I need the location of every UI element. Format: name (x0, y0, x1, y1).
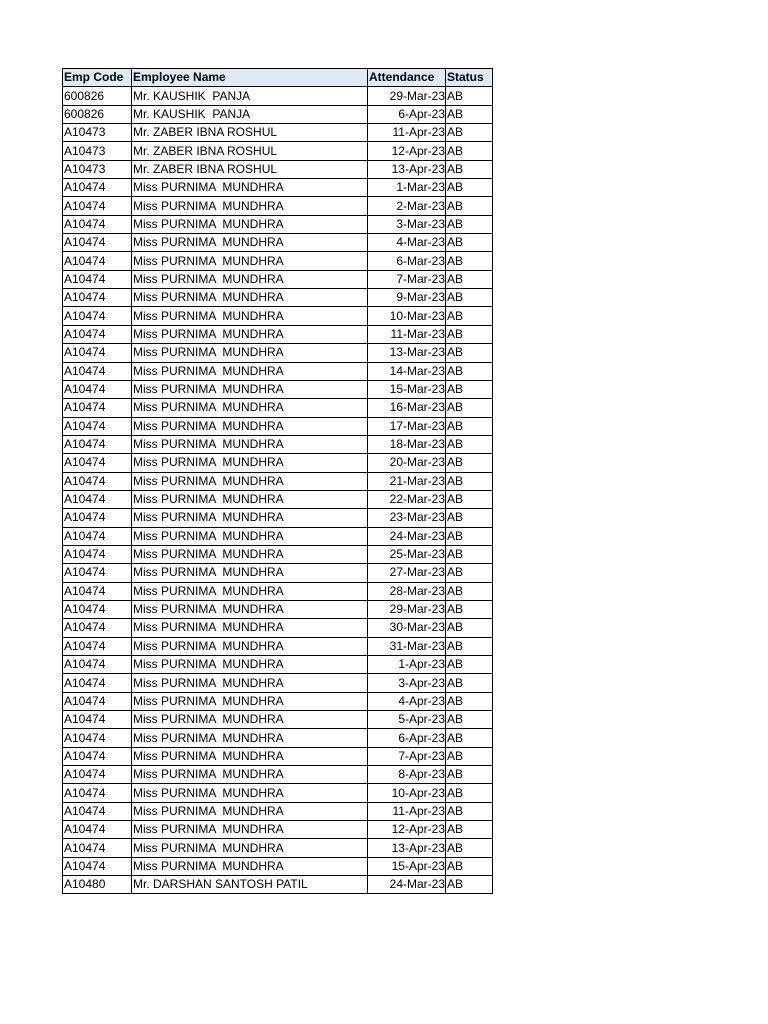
emp-code-cell: A10474 (63, 839, 132, 857)
table-row (63, 692, 493, 710)
status-cell: AB (446, 380, 493, 398)
attendance-cell: 20-Mar-23 (368, 454, 446, 472)
attendance-cell: 5-Apr-23 (368, 711, 446, 729)
header-row (63, 69, 493, 87)
table-row (63, 876, 493, 894)
table-row (63, 490, 493, 508)
emp-code-cell: A10474 (63, 252, 132, 270)
table-row (63, 582, 493, 600)
attendance-cell: 11-Mar-23 (368, 325, 446, 343)
emp-code-cell: A10474 (63, 435, 132, 453)
emp-code-cell: A10474 (63, 857, 132, 875)
employee-name-cell: Miss PURNIMA MUNDHRA (132, 802, 368, 820)
status-cell: AB (446, 435, 493, 453)
emp-code-cell: A10474 (63, 270, 132, 288)
status-cell: AB (446, 215, 493, 233)
header-status: Status (446, 69, 493, 87)
employee-name-cell: Miss PURNIMA MUNDHRA (132, 399, 368, 417)
status-cell: AB (446, 142, 493, 160)
emp-code-cell: A10473 (63, 160, 132, 178)
emp-code-cell: A10474 (63, 619, 132, 637)
attendance-cell: 30-Mar-23 (368, 619, 446, 637)
employee-name-cell: Miss PURNIMA MUNDHRA (132, 619, 368, 637)
emp-code-cell: A10474 (63, 307, 132, 325)
status-cell: AB (446, 729, 493, 747)
employee-name-cell: Miss PURNIMA MUNDHRA (132, 490, 368, 508)
employee-name-cell: Miss PURNIMA MUNDHRA (132, 784, 368, 802)
attendance-cell: 1-Mar-23 (368, 179, 446, 197)
employee-name-cell: Miss PURNIMA MUNDHRA (132, 325, 368, 343)
employee-name-cell: Miss PURNIMA MUNDHRA (132, 637, 368, 655)
employee-name-cell: Miss PURNIMA MUNDHRA (132, 215, 368, 233)
attendance-cell: 1-Apr-23 (368, 656, 446, 674)
emp-code-cell: A10474 (63, 399, 132, 417)
status-cell: AB (446, 490, 493, 508)
status-cell: AB (446, 454, 493, 472)
status-cell: AB (446, 674, 493, 692)
employee-name-cell: Miss PURNIMA MUNDHRA (132, 729, 368, 747)
table-row (63, 362, 493, 380)
employee-name-cell: Mr. DARSHAN SANTOSH PATIL (132, 876, 368, 894)
table-row (63, 766, 493, 784)
attendance-cell: 10-Mar-23 (368, 307, 446, 325)
table-row (63, 472, 493, 490)
employee-name-cell: Miss PURNIMA MUNDHRA (132, 509, 368, 527)
attendance-cell: 31-Mar-23 (368, 637, 446, 655)
employee-name-cell: Miss PURNIMA MUNDHRA (132, 839, 368, 857)
emp-code-cell: A10474 (63, 490, 132, 508)
attendance-cell: 7-Apr-23 (368, 747, 446, 765)
status-cell: AB (446, 766, 493, 784)
employee-name-cell: Miss PURNIMA MUNDHRA (132, 417, 368, 435)
emp-code-cell: A10474 (63, 454, 132, 472)
employee-name-cell: Miss PURNIMA MUNDHRA (132, 711, 368, 729)
table-row (63, 179, 493, 197)
table-row (63, 839, 493, 857)
table-row (63, 656, 493, 674)
employee-name-cell: Miss PURNIMA MUNDHRA (132, 234, 368, 252)
table-row (63, 564, 493, 582)
attendance-cell: 15-Apr-23 (368, 857, 446, 875)
table-row (63, 637, 493, 655)
emp-code-cell: A10474 (63, 472, 132, 490)
attendance-cell: 21-Mar-23 (368, 472, 446, 490)
table-row (63, 729, 493, 747)
employee-name-cell: Miss PURNIMA MUNDHRA (132, 692, 368, 710)
emp-code-cell: A10474 (63, 711, 132, 729)
attendance-cell: 2-Mar-23 (368, 197, 446, 215)
status-cell: AB (446, 839, 493, 857)
emp-code-cell: A10474 (63, 747, 132, 765)
emp-code-cell: A10474 (63, 380, 132, 398)
table-row (63, 857, 493, 875)
status-cell: AB (446, 124, 493, 142)
attendance-cell: 28-Mar-23 (368, 582, 446, 600)
emp-code-cell: A10474 (63, 197, 132, 215)
emp-code-cell: A10474 (63, 362, 132, 380)
attendance-cell: 13-Apr-23 (368, 160, 446, 178)
attendance-cell: 3-Mar-23 (368, 215, 446, 233)
status-cell: AB (446, 252, 493, 270)
table-row (63, 821, 493, 839)
emp-code-cell: A10474 (63, 545, 132, 563)
attendance-cell: 15-Mar-23 (368, 380, 446, 398)
table-row (63, 252, 493, 270)
table-row (63, 399, 493, 417)
emp-code-cell: A10474 (63, 692, 132, 710)
employee-name-cell: Miss PURNIMA MUNDHRA (132, 270, 368, 288)
emp-code-cell: A10474 (63, 344, 132, 362)
status-cell: AB (446, 179, 493, 197)
attendance-cell: 6-Apr-23 (368, 729, 446, 747)
employee-name-cell: Miss PURNIMA MUNDHRA (132, 545, 368, 563)
emp-code-cell: A10474 (63, 215, 132, 233)
table-row (63, 674, 493, 692)
emp-code-cell: A10473 (63, 142, 132, 160)
status-cell: AB (446, 289, 493, 307)
emp-code-cell: A10474 (63, 637, 132, 655)
emp-code-cell: A10473 (63, 124, 132, 142)
employee-name-cell: Miss PURNIMA MUNDHRA (132, 582, 368, 600)
table-row (63, 527, 493, 545)
emp-code-cell: A10474 (63, 766, 132, 784)
attendance-table (62, 68, 493, 894)
employee-name-cell: Miss PURNIMA MUNDHRA (132, 454, 368, 472)
attendance-cell: 24-Mar-23 (368, 527, 446, 545)
table-row (63, 197, 493, 215)
table-row (63, 545, 493, 563)
employee-name-cell: Miss PURNIMA MUNDHRA (132, 344, 368, 362)
status-cell: AB (446, 197, 493, 215)
employee-name-cell: Mr. ZABER IBNA ROSHUL (132, 142, 368, 160)
employee-name-cell: Mr. KAUSHIK PANJA (132, 105, 368, 123)
table-body (63, 87, 493, 894)
status-cell: AB (446, 344, 493, 362)
status-cell: AB (446, 600, 493, 618)
status-cell: AB (446, 270, 493, 288)
attendance-cell: 11-Apr-23 (368, 802, 446, 820)
emp-code-cell: A10474 (63, 289, 132, 307)
table-row (63, 270, 493, 288)
table-row (63, 747, 493, 765)
status-cell: AB (446, 87, 493, 105)
emp-code-cell: A10474 (63, 325, 132, 343)
status-cell: AB (446, 417, 493, 435)
table-row (63, 105, 493, 123)
attendance-cell: 23-Mar-23 (368, 509, 446, 527)
emp-code-cell: A10474 (63, 234, 132, 252)
employee-name-cell: Miss PURNIMA MUNDHRA (132, 197, 368, 215)
table-row (63, 289, 493, 307)
emp-code-cell: 600826 (63, 105, 132, 123)
table-row (63, 454, 493, 472)
attendance-cell: 29-Mar-23 (368, 87, 446, 105)
table-row (63, 307, 493, 325)
emp-code-cell: A10474 (63, 821, 132, 839)
attendance-cell: 22-Mar-23 (368, 490, 446, 508)
attendance-cell: 6-Apr-23 (368, 105, 446, 123)
status-cell: AB (446, 105, 493, 123)
employee-name-cell: Miss PURNIMA MUNDHRA (132, 252, 368, 270)
status-cell: AB (446, 325, 493, 343)
employee-name-cell: Miss PURNIMA MUNDHRA (132, 564, 368, 582)
emp-code-cell: A10474 (63, 417, 132, 435)
status-cell: AB (446, 362, 493, 380)
table-row (63, 619, 493, 637)
attendance-cell: 12-Apr-23 (368, 142, 446, 160)
attendance-cell: 11-Apr-23 (368, 124, 446, 142)
attendance-cell: 3-Apr-23 (368, 674, 446, 692)
employee-name-cell: Miss PURNIMA MUNDHRA (132, 179, 368, 197)
emp-code-cell: A10474 (63, 582, 132, 600)
table-row (63, 160, 493, 178)
attendance-cell: 14-Mar-23 (368, 362, 446, 380)
status-cell: AB (446, 472, 493, 490)
attendance-cell: 12-Apr-23 (368, 821, 446, 839)
employee-name-cell: Miss PURNIMA MUNDHRA (132, 527, 368, 545)
emp-code-cell: A10474 (63, 527, 132, 545)
status-cell: AB (446, 564, 493, 582)
status-cell: AB (446, 582, 493, 600)
attendance-cell: 8-Apr-23 (368, 766, 446, 784)
attendance-cell: 25-Mar-23 (368, 545, 446, 563)
header-emp-code: Emp Code (63, 69, 132, 87)
status-cell: AB (446, 619, 493, 637)
employee-name-cell: Mr. ZABER IBNA ROSHUL (132, 124, 368, 142)
table-row (63, 142, 493, 160)
employee-name-cell: Miss PURNIMA MUNDHRA (132, 747, 368, 765)
attendance-cell: 4-Apr-23 (368, 692, 446, 710)
header-employee-name: Employee Name (132, 69, 368, 87)
attendance-cell: 18-Mar-23 (368, 435, 446, 453)
table-row (63, 802, 493, 820)
attendance-cell: 16-Mar-23 (368, 399, 446, 417)
status-cell: AB (446, 545, 493, 563)
emp-code-cell: A10474 (63, 729, 132, 747)
status-cell: AB (446, 637, 493, 655)
attendance-sheet (62, 68, 493, 894)
table-row (63, 509, 493, 527)
employee-name-cell: Miss PURNIMA MUNDHRA (132, 821, 368, 839)
table-row (63, 435, 493, 453)
employee-name-cell: Miss PURNIMA MUNDHRA (132, 472, 368, 490)
employee-name-cell: Miss PURNIMA MUNDHRA (132, 289, 368, 307)
attendance-cell: 17-Mar-23 (368, 417, 446, 435)
employee-name-cell: Mr. KAUSHIK PANJA (132, 87, 368, 105)
employee-name-cell: Mr. ZABER IBNA ROSHUL (132, 160, 368, 178)
table-row (63, 344, 493, 362)
status-cell: AB (446, 876, 493, 894)
table-row (63, 711, 493, 729)
emp-code-cell: A10480 (63, 876, 132, 894)
status-cell: AB (446, 527, 493, 545)
status-cell: AB (446, 509, 493, 527)
employee-name-cell: Miss PURNIMA MUNDHRA (132, 380, 368, 398)
attendance-cell: 6-Mar-23 (368, 252, 446, 270)
status-cell: AB (446, 784, 493, 802)
table-row (63, 124, 493, 142)
status-cell: AB (446, 747, 493, 765)
emp-code-cell: A10474 (63, 564, 132, 582)
employee-name-cell: Miss PURNIMA MUNDHRA (132, 307, 368, 325)
attendance-cell: 13-Apr-23 (368, 839, 446, 857)
emp-code-cell: A10474 (63, 674, 132, 692)
header-attendance: Attendance (368, 69, 446, 87)
emp-code-cell: A10474 (63, 509, 132, 527)
attendance-cell: 24-Mar-23 (368, 876, 446, 894)
attendance-cell: 9-Mar-23 (368, 289, 446, 307)
attendance-cell: 4-Mar-23 (368, 234, 446, 252)
employee-name-cell: Miss PURNIMA MUNDHRA (132, 656, 368, 674)
table-row (63, 380, 493, 398)
emp-code-cell: A10474 (63, 600, 132, 618)
status-cell: AB (446, 656, 493, 674)
status-cell: AB (446, 692, 493, 710)
status-cell: AB (446, 802, 493, 820)
status-cell: AB (446, 857, 493, 875)
table-row (63, 417, 493, 435)
status-cell: AB (446, 234, 493, 252)
table-row (63, 325, 493, 343)
attendance-cell: 13-Mar-23 (368, 344, 446, 362)
attendance-cell: 7-Mar-23 (368, 270, 446, 288)
employee-name-cell: Miss PURNIMA MUNDHRA (132, 766, 368, 784)
table-row (63, 600, 493, 618)
status-cell: AB (446, 711, 493, 729)
status-cell: AB (446, 821, 493, 839)
table-row (63, 215, 493, 233)
table-row (63, 234, 493, 252)
table-row (63, 87, 493, 105)
status-cell: AB (446, 399, 493, 417)
emp-code-cell: A10474 (63, 656, 132, 674)
attendance-cell: 27-Mar-23 (368, 564, 446, 582)
emp-code-cell: 600826 (63, 87, 132, 105)
employee-name-cell: Miss PURNIMA MUNDHRA (132, 674, 368, 692)
employee-name-cell: Miss PURNIMA MUNDHRA (132, 362, 368, 380)
status-cell: AB (446, 307, 493, 325)
employee-name-cell: Miss PURNIMA MUNDHRA (132, 857, 368, 875)
emp-code-cell: A10474 (63, 179, 132, 197)
employee-name-cell: Miss PURNIMA MUNDHRA (132, 600, 368, 618)
attendance-cell: 29-Mar-23 (368, 600, 446, 618)
emp-code-cell: A10474 (63, 802, 132, 820)
table-row (63, 784, 493, 802)
emp-code-cell: A10474 (63, 784, 132, 802)
status-cell: AB (446, 160, 493, 178)
attendance-cell: 10-Apr-23 (368, 784, 446, 802)
employee-name-cell: Miss PURNIMA MUNDHRA (132, 435, 368, 453)
